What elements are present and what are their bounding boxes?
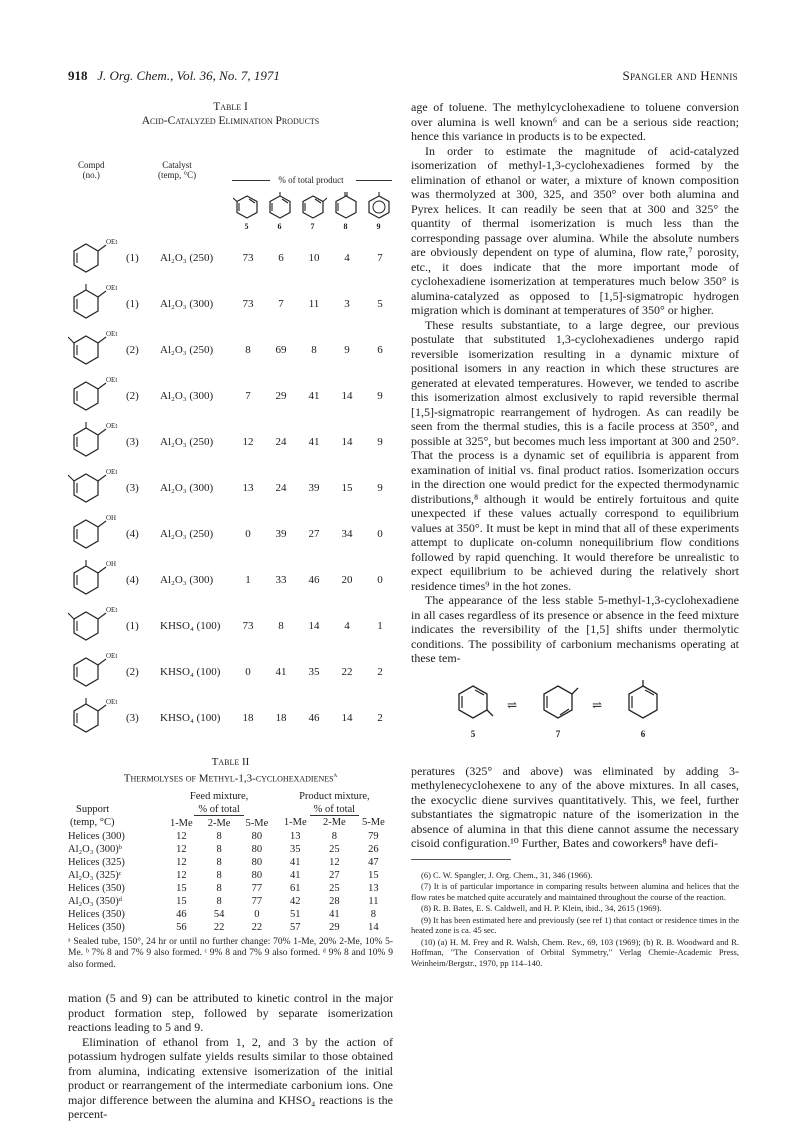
table1-row [68, 558, 393, 604]
substituent-label: OEt [106, 284, 118, 292]
product-percent-9: 2 [377, 666, 383, 678]
table1-col-catalyst-sub: (temp, °C) [158, 170, 197, 180]
page-number: 918 [68, 68, 88, 83]
composition-value: 57 [290, 921, 301, 933]
product-percent-5: 7 [245, 390, 251, 402]
composition-value: 8 [331, 830, 337, 842]
table2-subcol: 5-Me [245, 817, 269, 829]
table1-subtitle: Acid-Catalyzed Elimination Products [141, 115, 320, 127]
table2-footnote: ᵃ Sealed tube, 150°, 24 hr or until no further change: 70% 1-Me, 20% 2-Me, 10% 5-Me. ᵇ 7% 8 and 7% 9 also formed. ᶜ 9% 8 and 7% 9 also formed. ᵈ 9% 8 and 10% 9 also formed. [68, 936, 393, 970]
right-paragraph-4: The appearance of the less stable 5-methyl-1,3-cyclohexadiene in all cases regardless of its presence or absence in the feed mixture indicates the reversibility of the [1,5] shifts under thermolytic conditions. The possibility of carbonium mechanisms operating at these tem- [411, 593, 739, 665]
compound-number: (1) [126, 298, 139, 310]
composition-value: 41 [290, 856, 301, 868]
right-paragraph-5: peratures (325° and above) was eliminated by adding 3-methylenecyclohexene to any of the above mixtures. In all cases, the exocyclic diene survives quantitatively. This, we feel, further substantiates the sigmatropic nature of the isomerization in the absence of alumina in that this diene cannot assume the necessary cisoid configuration.¹⁰ Further, Bates and coworkers⁸ have defi- [411, 763, 739, 850]
composition-value: 8 [216, 856, 222, 868]
substituent-label: OH [106, 514, 117, 522]
composition-value: 29 [329, 921, 340, 933]
composition-value: 77 [251, 895, 263, 907]
product-percent-7: 14 [308, 620, 320, 632]
table1-row [68, 282, 393, 328]
reference-entry: (8) R. B. Bates, E. S. Caldwell, and H. P. Klein, ibid., 34, 2615 (1969). [421, 903, 662, 913]
table2-subtitle: Thermolyses of Methyl-1,3-cyclohexadienes [123, 772, 334, 785]
right-paragraph-2: In order to estimate the magnitude of acid-catalyzed isomerization of methyl-1,3-cyclohexadienes formed by the elimination of ethanol or water, a mixture of known composition was thermolyzed at 300, 325, and 350° over both alumina and Pyrex helices. It can readily be seen that at 300 and 325° the quantity of thermal isomerization is much less than the corresponding passage over alumina. While the absolute numbers are obviously dependent on type of alumina, flow rate,⁷ porosity, etc., it does indicate that the more important mode of cyclohexadiene isomerization at temperatures much below 350° is alumina-catalyzed as opposed to [1,5]-sigmatropic hydrogen migration which is dominant at temperatures of 350° or higher. [411, 143, 739, 317]
compound-structure [68, 650, 118, 696]
composition-value: 22 [213, 921, 225, 933]
substituent-label: OEt [106, 422, 118, 430]
product-percent-8: 14 [341, 436, 353, 448]
product-percent-5: 73 [242, 252, 254, 264]
product-percent-9: 2 [377, 712, 383, 724]
substituent-label: OEt [106, 606, 118, 614]
composition-value: 12 [176, 843, 187, 855]
compound-structure [68, 696, 118, 742]
product-percent-9: 6 [377, 344, 383, 356]
composition-value: 15 [176, 882, 187, 894]
support: Helices (300) [68, 830, 125, 842]
scheme-molecule-6 [621, 680, 665, 739]
product-percent-7: 27 [308, 528, 320, 540]
table2-subcol: 5-Me [362, 817, 385, 829]
catalyst: Al₂O₃ (300) [160, 574, 214, 586]
table2-col-support-sub: (temp, °C) [70, 817, 115, 829]
product-percent-7: 10 [308, 252, 320, 264]
product-percent-6: 6 [278, 252, 284, 264]
product-percent-9: 9 [377, 482, 383, 494]
composition-value: 35 [290, 843, 301, 855]
product-percent-6: 8 [278, 620, 284, 632]
catalyst: Al₂O₃ (250) [160, 436, 214, 448]
composition-value: 80 [251, 843, 263, 855]
substituent-label: OEt [106, 652, 118, 660]
product-percent-7: 41 [308, 390, 320, 402]
table2-subcol: 2-Me [207, 817, 231, 829]
catalyst: Al₂O₃ (300) [160, 390, 214, 402]
product-percent-5: 18 [242, 712, 254, 724]
reference-entry: (10) (a) H. M. Frey and R. Walsh, Chem. Rev., 69, 103 (1969); (b) R. B. Woodward and R. Hoffman, "The Conservation of Orbital Symmetry," Verlag Chemie-Academic Press, Weinheim/Bergstr., 1970, pp 114–140. [411, 936, 739, 968]
compound-structure [68, 374, 118, 420]
product-percent-6: 7 [278, 298, 284, 310]
product-percent-5: 1 [245, 574, 251, 586]
composition-value: 41 [290, 869, 301, 881]
table2-row [68, 843, 393, 856]
table1-col-products: % of total product [278, 175, 344, 185]
reference-entry: (7) It is of particular importance in comparing results between alumina and helices that the flow rates be matched quite accurately and maintained throughout the course of the reaction. [411, 881, 739, 902]
equilibrium-arrow-2-icon: ⇌ [592, 697, 603, 712]
reference-entry: (9) It has been estimated here and previously (see ref 1) that contact or residence times in the heated zone is ca. 45 sec. [411, 914, 739, 935]
product-number: 5 [244, 222, 249, 231]
methylcyclohexadiene-7-icon [536, 680, 580, 724]
support: Al₂O₃ (300)ᵇ [68, 843, 123, 855]
table2-row [68, 921, 393, 934]
support: Al₂O₃ (325)ᶜ [68, 869, 122, 881]
product-percent-7: 46 [308, 574, 320, 586]
table1-row [68, 650, 393, 696]
composition-value: 8 [216, 843, 222, 855]
product-5-structure-icon [233, 192, 261, 220]
composition-value: 12 [176, 830, 187, 842]
product-percent-9: 7 [377, 252, 383, 264]
product-percent-7: 8 [311, 344, 317, 356]
table2-col-support: Support [76, 803, 110, 815]
compound-structure [68, 236, 118, 282]
product-percent-8: 20 [341, 574, 353, 586]
table2-row [68, 856, 393, 869]
composition-value: 12 [176, 856, 187, 868]
table1-col-catalyst: Catalyst [162, 160, 192, 170]
table2-col-feed: Feed mixture, [189, 790, 249, 802]
compound-number: (2) [126, 390, 139, 402]
product-percent-9: 0 [377, 528, 383, 540]
composition-value: 51 [290, 908, 301, 920]
composition-value: 15 [368, 869, 379, 881]
scheme-label-6: 6 [640, 728, 646, 739]
product-percent-7: 41 [308, 436, 320, 448]
table1-body [68, 236, 393, 742]
table2-row [68, 830, 393, 843]
table2-subtitle-mark: a [333, 771, 338, 779]
journal-citation: J. Org. Chem., Vol. 36, No. 7, 1971 [97, 68, 280, 83]
compound-number: (2) [126, 666, 139, 678]
header-rule-right [356, 180, 392, 181]
catalyst: KHSO₄ (100) [160, 666, 221, 678]
composition-value: 26 [368, 843, 379, 855]
table2-col-product-pct: % of total [310, 804, 359, 816]
product-number: 9 [376, 222, 381, 231]
composition-value: 8 [370, 908, 377, 920]
substituent-label: OEt [106, 376, 118, 384]
composition-value: 12 [176, 869, 187, 881]
composition-value: 8 [216, 869, 222, 881]
table2-row [68, 882, 393, 895]
product-percent-7: 39 [308, 482, 320, 494]
table2-subcol: 1-Me [283, 817, 307, 829]
composition-value: 15 [176, 895, 187, 907]
product-6-structure-icon [266, 192, 294, 220]
product-number: 6 [277, 222, 282, 231]
composition-value: 80 [251, 869, 263, 881]
isomerization-scheme [411, 680, 739, 758]
table2-col-feed-pct: % of total [194, 804, 243, 816]
catalyst: KHSO₄ (100) [160, 712, 221, 724]
table2-row [68, 908, 393, 921]
product-structures [230, 192, 395, 236]
scheme-label-7: 7 [555, 728, 561, 739]
composition-value: 54 [213, 908, 225, 920]
left-body-text [68, 991, 393, 1122]
composition-value: 27 [329, 869, 340, 881]
composition-value: 25 [329, 882, 340, 894]
composition-value: 41 [329, 908, 340, 920]
table1-row [68, 512, 393, 558]
support: Helices (350) [68, 921, 125, 933]
composition-value: 46 [176, 908, 187, 920]
product-percent-8: 4 [344, 620, 350, 632]
references-rule [411, 859, 511, 860]
support: Al₂O₃ (350)ᵈ [68, 895, 123, 907]
product-column-6 [263, 192, 296, 231]
left-paragraph-2: Elimination of ethanol from 1, 2, and 3 by the action of potassium hydrogen sulfate yields results similar to those obtained from alumina, indicating extensive isomerization of the initial product or rearrangement of the intermediate carbonium ions. One major difference between the alumina and KHSO₄ reactions is the percent- [68, 1034, 393, 1122]
support: Helices (350) [68, 908, 125, 920]
product-percent-8: 34 [341, 528, 353, 540]
composition-value: 11 [368, 895, 379, 907]
product-percent-9: 9 [377, 436, 383, 448]
compound-number: (1) [126, 620, 139, 632]
product-percent-6: 33 [275, 574, 287, 586]
left-column [68, 100, 393, 1122]
composition-value: 47 [368, 856, 379, 868]
table1-row [68, 466, 393, 512]
composition-value: 77 [251, 882, 263, 894]
product-percent-8: 9 [344, 344, 350, 356]
catalyst: Al₂O₃ (300) [160, 482, 214, 494]
product-percent-5: 73 [242, 620, 254, 632]
product-percent-8: 14 [341, 390, 353, 402]
equilibrium-arrow-1-icon: ⇌ [507, 697, 518, 712]
composition-value: 42 [290, 895, 301, 907]
table2-title: Table II [211, 756, 250, 768]
product-percent-5: 12 [242, 436, 254, 448]
product-column-7 [296, 192, 329, 231]
product-9-structure-icon [365, 192, 393, 220]
product-percent-7: 35 [308, 666, 320, 678]
methylcyclohexadiene-6-icon [621, 680, 665, 724]
compound-structure [68, 558, 118, 604]
catalyst: Al₂O₃ (250) [160, 344, 214, 356]
substituent-label: OEt [106, 468, 118, 476]
table1-header [68, 128, 393, 236]
composition-value: 80 [251, 856, 263, 868]
table1-row [68, 328, 393, 374]
table1-title: Table I [213, 101, 248, 113]
composition-value: 80 [251, 830, 263, 842]
composition-value: 28 [329, 895, 340, 907]
substituent-label: OEt [106, 238, 118, 246]
right-paragraph-3: These results substantiate, to a large degree, our previous postulate that substituted 1,3-cyclohexadienes undergo rapid reversible isomerization resulting in a dynamic mixture of positional isomers in any reaction in which these structures are generated at elevated temperatures. However, we tended to ascribe this isomerization almost exclusively to rapid reversible thermal [1,5]-sigmatropic rearrangement of hydrogen. As can readily be seen from the thermal studies, this is a facile process at 350°, and possible at 325°, but becomes much less important at 300 and 250°. That the process is a dynamic set of equilibria is apparent from examination of initial vs. final product ratios. Isomerization occurs in the direction one would predict for the expected thermodynamic distributions,⁸ although it would be entirely fortuitous and quite unexpected if these values actually correspond to equilibrium values at 350°. It must be kept in mind that all of these experiments attempt to duplicate on-column nonequilibrium flow conditions followed by rapid quenching. It would therefore be unrealistic to expect equilibrium to be achieved during the relatively short residence times⁹ in the hot zones. [411, 317, 739, 593]
table1-row [68, 236, 393, 282]
reference-entry: (6) C. W. Spangler, J. Org. Chem., 31, 346 (1966). [421, 869, 593, 880]
product-percent-8: 22 [341, 666, 353, 678]
composition-value: 8 [216, 895, 222, 907]
table2-subcol: 1-Me [169, 817, 193, 829]
right-paragraph-1: age of toluene. The methylcyclohexadiene to toluene conversion over alumina is well known⁶ and can be a serious side reaction; hence this variance in products is to be expected. [411, 100, 739, 143]
product-percent-5: 0 [245, 528, 251, 540]
product-percent-6: 18 [275, 712, 287, 724]
references [411, 870, 739, 969]
table2-row [68, 869, 393, 882]
table1-row [68, 374, 393, 420]
table1-row [68, 420, 393, 466]
product-percent-5: 13 [242, 482, 254, 494]
composition-value: 12 [329, 856, 340, 868]
product-8-structure-icon [332, 192, 360, 220]
product-percent-7: 11 [308, 298, 320, 310]
product-column-5 [230, 192, 263, 231]
product-percent-9: 1 [377, 620, 383, 632]
table2 [68, 790, 393, 934]
product-percent-6: 29 [275, 390, 287, 402]
product-percent-9: 5 [377, 298, 383, 310]
product-percent-7: 46 [308, 712, 320, 724]
composition-value: 25 [329, 843, 340, 855]
composition-value: 79 [368, 830, 379, 842]
compound-structure [68, 420, 118, 466]
author-names: Spangler and Hennis [622, 68, 738, 83]
product-number: 8 [343, 222, 348, 231]
table1-col-compd: Compd [78, 160, 105, 170]
table1-col-compd-sub: (no.) [82, 170, 100, 180]
substituent-label: OEt [106, 330, 118, 338]
table2-col-product: Product mixture, [299, 790, 370, 802]
compound-number: (3) [126, 482, 139, 494]
product-percent-8: 15 [341, 482, 353, 494]
product-percent-5: 73 [242, 298, 254, 310]
composition-value: 8 [216, 830, 222, 842]
product-percent-6: 24 [275, 482, 287, 494]
product-percent-8: 4 [344, 252, 350, 264]
compound-number: (1) [126, 252, 139, 264]
product-percent-6: 69 [275, 344, 287, 356]
substituent-label: OEt [106, 698, 118, 706]
support: Helices (350) [68, 882, 125, 894]
catalyst: Al₂O₃ (250) [160, 252, 214, 264]
composition-value: 22 [251, 921, 263, 933]
composition-value: 56 [176, 921, 187, 933]
scheme-molecule-5 [451, 680, 495, 739]
catalyst: Al₂O₃ (250) [160, 528, 214, 540]
product-7-structure-icon [299, 192, 327, 220]
table2-row [68, 895, 393, 908]
right-column [411, 100, 739, 969]
product-percent-6: 39 [275, 528, 287, 540]
support: Helices (325) [68, 856, 125, 868]
composition-value: 8 [216, 882, 222, 894]
compound-structure [68, 328, 118, 374]
table2-subcol: 2-Me [322, 817, 346, 829]
compound-number: (3) [126, 436, 139, 448]
composition-value: 14 [368, 921, 379, 933]
left-paragraph-1: mation (5 and 9) can be attributed to kinetic control in the major product formation step, followed by separate isomerization reactions leading to 5 and 9. [68, 991, 393, 1035]
compound-number: (4) [126, 528, 139, 540]
table1-row [68, 696, 393, 742]
composition-value: 13 [290, 830, 301, 842]
compound-structure [68, 466, 118, 512]
product-percent-8: 3 [344, 298, 350, 310]
compound-structure [68, 512, 118, 558]
product-percent-8: 14 [341, 712, 353, 724]
compound-structure [68, 282, 118, 328]
table1-row [68, 604, 393, 650]
compound-number: (4) [126, 574, 139, 586]
compound-structure [68, 604, 118, 650]
scheme-molecule-7 [536, 680, 580, 739]
product-number: 7 [310, 222, 315, 231]
composition-value: 61 [290, 882, 301, 894]
product-percent-6: 41 [275, 666, 287, 678]
catalyst: Al₂O₃ (300) [160, 298, 214, 310]
composition-value: 0 [254, 908, 260, 920]
compound-number: (3) [126, 712, 139, 724]
composition-value: 13 [368, 882, 379, 894]
product-percent-6: 24 [275, 436, 287, 448]
compound-number: (2) [126, 344, 139, 356]
product-column-8 [329, 192, 362, 231]
product-percent-5: 8 [245, 344, 251, 356]
product-percent-5: 0 [245, 666, 251, 678]
product-column-9 [362, 192, 395, 231]
methylcyclohexadiene-5-icon [451, 680, 495, 724]
catalyst: KHSO₄ (100) [160, 620, 221, 632]
product-percent-9: 9 [377, 390, 383, 402]
scheme-label-5: 5 [470, 728, 476, 739]
product-percent-9: 0 [377, 574, 383, 586]
substituent-label: OH [106, 560, 117, 568]
